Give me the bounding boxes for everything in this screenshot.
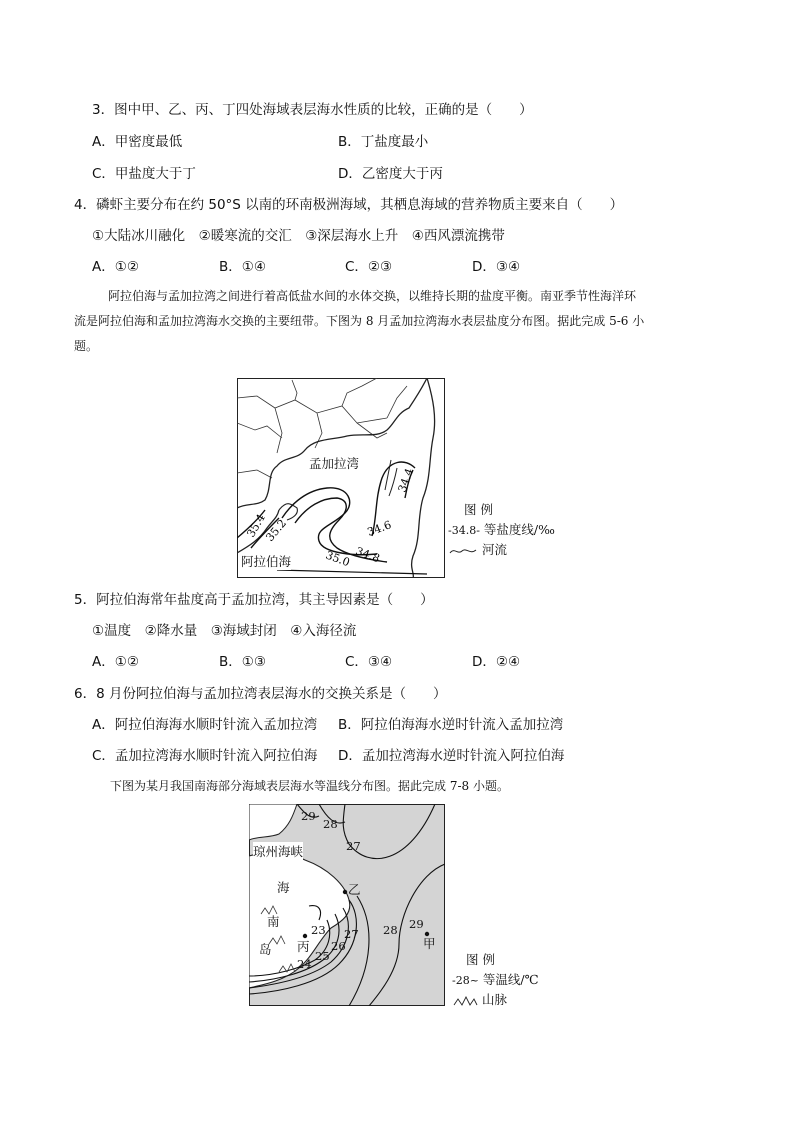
point-yi-dot — [343, 890, 347, 894]
passage-2: 下图为某月我国南海部分海域表层海水等温线分布图。据此完成 7-8 小题。 — [110, 779, 509, 793]
passage-1-line-3: 题。 — [74, 339, 99, 353]
legend-isotherm-value: -28~ — [452, 974, 479, 987]
question-3-option-d: D．乙密度大于丙 — [338, 166, 443, 182]
passage-1-line-1: 阿拉伯海与孟加拉湾之间进行着高低盐水间的水体交换，以维持长期的盐度平衡。南亚季节性海洋环 — [108, 289, 637, 303]
salinity-legend-river — [448, 540, 507, 558]
river-legend-icon — [448, 545, 478, 557]
question-6-option-b: B．阿拉伯海海水逆时针流入孟加拉湾 — [338, 717, 564, 733]
question-4-option-b: B．①④ — [219, 259, 266, 275]
isotherm-label-26: 26 — [331, 939, 346, 953]
isotherm-label-24: 24 — [297, 957, 312, 971]
question-5-option-b: B．①③ — [219, 654, 266, 670]
point-bing-dot — [303, 934, 307, 938]
salinity-map-drawing — [237, 378, 445, 578]
isohaline-label-34-6: 34.6 — [365, 518, 394, 539]
isotherm-label-28: 28 — [323, 817, 338, 831]
hainan-char-1: 海 — [277, 880, 290, 895]
isotherm-label-29-south: 29 — [409, 917, 424, 931]
question-5-items: ①温度 ②降水量 ③海域封闭 ④入海径流 — [92, 623, 357, 639]
question-5-stem: 5．阿拉伯海常年盐度高于孟加拉湾，其主导因素是（ ） — [74, 592, 434, 608]
legend-river-text: 河流 — [481, 542, 507, 557]
legend-mountain-text: 山脉 — [481, 992, 507, 1007]
isohaline-label-35-2: 35.2 — [263, 516, 290, 544]
legend-isoline-value: -34.8- — [448, 524, 480, 537]
qiongzhou-strait-label: 琼州海峡 — [253, 844, 304, 859]
passage-1-line-2: 流是阿拉伯海和孟加拉湾海水交换的主要纽带。下图为 8 月孟加拉湾海水表层盐度分布图。据此完成 5-6 小 — [74, 314, 645, 328]
question-3-option-c: C．甲盐度大于丁 — [92, 166, 196, 182]
isotherm-label-29: 29 — [301, 809, 316, 823]
mountain-legend-icon — [452, 995, 478, 1007]
isohaline-label-35-0: 35.0 — [323, 548, 352, 570]
question-3-stem: 3．图中甲、乙、丙、丁四处海域表层海水性质的比较，正确的是（ ） — [92, 102, 533, 118]
point-bing-label: 丙 — [297, 939, 310, 954]
question-6-option-d: D．孟加拉湾海水逆时针流入阿拉伯海 — [338, 748, 565, 764]
salinity-map — [237, 378, 445, 578]
bay-of-bengal-label: 孟加拉湾 — [309, 456, 360, 471]
question-6-option-a: A．阿拉伯海海水顺时针流入孟加拉湾 — [92, 717, 318, 733]
isohaline-label-34-8: 34.8 — [353, 544, 382, 566]
passage-1 — [74, 284, 724, 359]
isotherm-label-27-south: 27 — [344, 927, 359, 941]
isotherm-legend-title: 图 例 — [466, 952, 495, 967]
salinity-legend-title: 图 例 — [464, 502, 493, 517]
question-5-option-d: D．②④ — [472, 654, 521, 670]
arabian-sea-label: 阿拉伯海 — [241, 554, 292, 569]
isotherm-legend-isoline — [452, 970, 539, 988]
question-3-option-b: B．丁盐度最小 — [338, 134, 429, 150]
isohaline-label-35-4: 35.4 — [244, 511, 268, 540]
isotherm-label-28-south: 28 — [383, 923, 398, 937]
question-6-option-c: C．孟加拉湾海水顺时针流入阿拉伯海 — [92, 748, 318, 764]
legend-isoline-text: 等盐度线/‰ — [483, 522, 555, 537]
hainan-char-3: 岛 — [259, 942, 272, 957]
isohaline-label-34-4: 34.4 — [395, 466, 417, 495]
isotherm-map-drawing — [249, 804, 445, 1006]
hainan-char-2: 南 — [267, 914, 280, 929]
isotherm-label-27-north: 27 — [346, 839, 361, 853]
question-3-option-a: A．甲密度最低 — [92, 134, 183, 150]
salinity-legend-isoline — [448, 520, 555, 538]
question-6-stem: 6．8 月份阿拉伯海与孟加拉湾表层海水的交换关系是（ ） — [74, 686, 447, 702]
legend-isotherm-text: 等温线/℃ — [482, 972, 539, 987]
point-yi-label: 乙 — [348, 882, 361, 897]
point-jia-label: 甲 — [423, 936, 436, 951]
isotherm-label-25: 25 — [315, 949, 330, 963]
question-4-stem: 4．磷虾主要分布在约 50°S 以南的环南极洲海域，其栖息海域的营养物质主要来自（ ） — [74, 197, 624, 213]
isotherm-label-23: 23 — [311, 923, 326, 937]
question-5-option-a: A．①② — [92, 654, 139, 670]
question-4-option-c: C．②③ — [345, 259, 393, 275]
question-4-option-a: A．①② — [92, 259, 139, 275]
isotherm-map — [249, 804, 445, 1006]
isotherm-legend-mountain — [452, 990, 507, 1008]
question-5-option-c: C．③④ — [345, 654, 393, 670]
question-4-items: ①大陆冰川融化 ②暖寒流的交汇 ③深层海水上升 ④西风漂流携带 — [92, 228, 505, 244]
question-4-option-d: D．③④ — [472, 259, 521, 275]
